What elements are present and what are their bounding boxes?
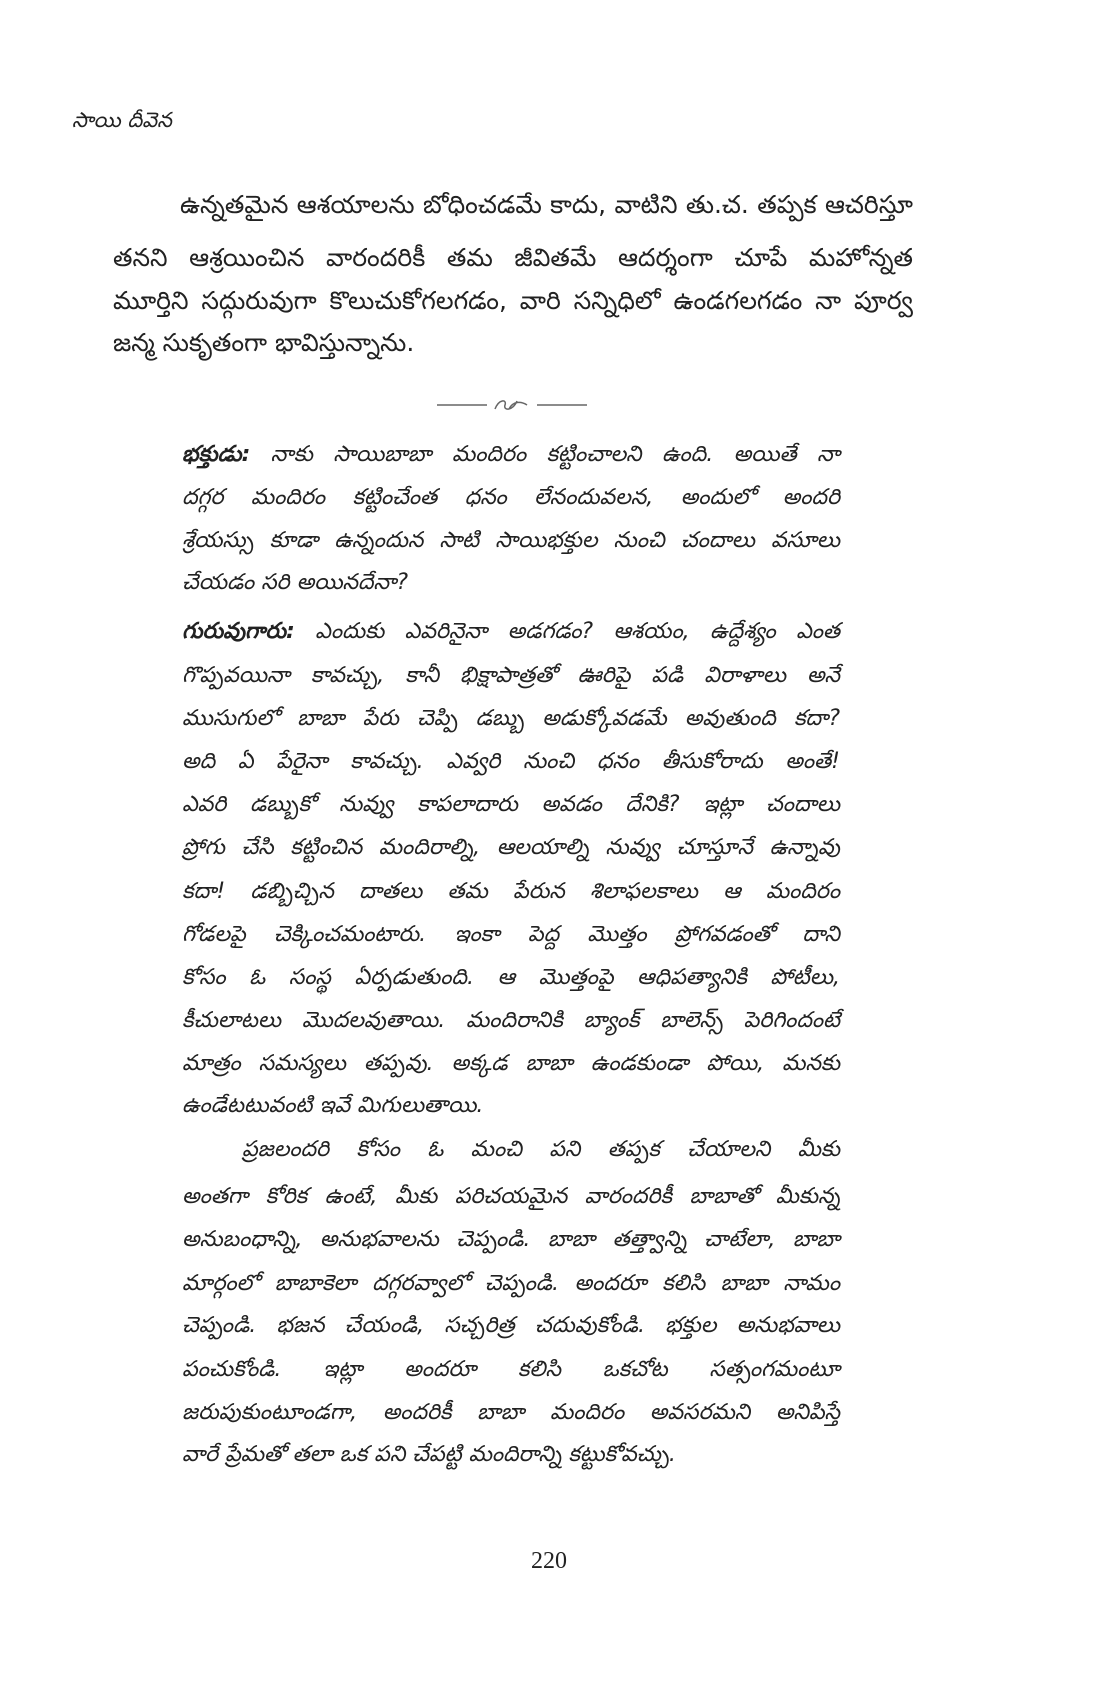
text-line: గొప్పవయినా కావచ్చు, కానీ భిక్షాపాత్రతో ఊరిపై పడి విరాళాలు అనే [182, 663, 840, 688]
text-line: జరుపుకుంటూండగా, అందరికీ బాబా మందిరం అవసరమని అనిపిస్తే [182, 1400, 840, 1425]
ornamental-divider [437, 395, 587, 415]
text-line: ముసుగులో బాబా పేరు చెప్పి డబ్బు అడుక్కోవడమే అవుతుంది కదా? [182, 706, 840, 731]
text-line: తనని ఆశ్రయించిన వారందరికీ తమ జీవితమే ఆదర్శంగా చూపే మహోన్నత [113, 243, 913, 272]
text-line: అంతగా కోరిక ఉంటే, మీకు పరిచయమైన వారందరికీ బాబాతో మీకున్న [182, 1184, 840, 1209]
running-header: సాయి దీవెన [72, 108, 172, 132]
text-line: అనుబంధాన్ని, అనుభవాలను చెప్పండి. బాబా తత్త్వాన్ని చాటేలా, బాబా [182, 1227, 840, 1252]
text-line: కదా! డబ్బిచ్చిన దాతలు తమ పేరున శిలాఫలకాలు ఆ మందిరం [182, 879, 840, 904]
text-line: వారే ప్రేమతో తలా ఒక పని చేపట్టి మందిరాన్ని కట్టుకోవచ్చు. [182, 1442, 676, 1467]
text-line: మాత్రం సమస్యలు తప్పవు. అక్కడ బాబా ఉండకుండా పోయి, మనకు [182, 1051, 840, 1076]
text-line [182, 612, 840, 652]
text-line: జన్మ సుకృతంగా భావిస్తున్నాను. [113, 328, 415, 357]
page-number: 220 [531, 1548, 567, 1574]
text-line: ఎవరి డబ్బుకో నువ్వు కాపలాదారు అవడం దేనికి? ఇట్లా చందాలు [182, 792, 840, 817]
text-line: ఉండేటటువంటి ఇవే మిగులుతాయి. [182, 1093, 484, 1118]
text-line: చెప్పండి. భజన చేయండి, సచ్చరిత్ర చదువుకోండి. భక్తుల అనుభవాలు [182, 1313, 840, 1338]
text-line: అది ఏ పేరైనా కావచ్చు. ఎవ్వరి నుంచి ధనం తీసుకోరాదు అంతే! [182, 749, 840, 774]
text-line: ఉన్నతమైన ఆశయాలను బోధించడమే కాదు, వాటిని తు.చ. తప్పక ఆచరిస్తూ [180, 190, 913, 219]
text-line: చేయడం సరి అయినదేనా? [182, 570, 408, 595]
text-line: గోడలపై చెక్కించమంటారు. ఇంకా పెద్ద మొత్తం ప్రోగవడంతో దాని [182, 922, 840, 947]
line-text: నాకు సాయిబాబా మందిరం కట్టించాలని ఉంది. అయితే నా [270, 442, 840, 467]
text-line: కోసం ఓ సంస్థ ఏర్పడుతుంది. ఆ మొత్తంపై ఆధిపత్యానికి పోటీలు, [182, 965, 840, 990]
text-line: పంచుకోండి. ఇట్లా అందరూ కలిసి ఒకచోట సత్సంగమంటూ [182, 1357, 840, 1382]
line-text: ఎందుకు ఎవరినైనా అడగడం? ఆశయం, ఉద్దేశ్యం ఎంత [315, 619, 840, 644]
text-line: మార్గంలో బాబాకెలా దగ్గరవ్వాలో చెప్పండి. అందరూ కలిసి బాబా నామం [182, 1271, 840, 1296]
text-line: ప్రజలందరి కోసం ఓ మంచి పని తప్పక చేయాలని మీకు [242, 1137, 840, 1162]
text-line [182, 435, 840, 475]
text-line: మూర్తిని సద్గురువుగా కొలుచుకోగలగడం, వారి సన్నిధిలో ఉండగలగడం నా పూర్వ [113, 286, 913, 315]
speaker-label: గురువుగారు: [182, 619, 295, 644]
text-line: దగ్గర మందిరం కట్టించేంత ధనం లేనందువలన, అందులో అందరి [182, 485, 840, 510]
text-line: శ్రేయస్సు కూడా ఉన్నందున సాటి సాయిభక్తుల నుంచి చందాలు వసూలు [182, 528, 840, 553]
text-line: కీచులాటలు మొదలవుతాయి. మందిరానికి బ్యాంక్ బాలెన్స్ పెరిగిందంటే [182, 1008, 840, 1033]
text-line: ప్రోగు చేసి కట్టించిన మందిరాల్ని, ఆలయాల్ని నువ్వు చూస్తూనే ఉన్నావు [182, 835, 840, 860]
speaker-label: భక్తుడు: [182, 442, 251, 467]
